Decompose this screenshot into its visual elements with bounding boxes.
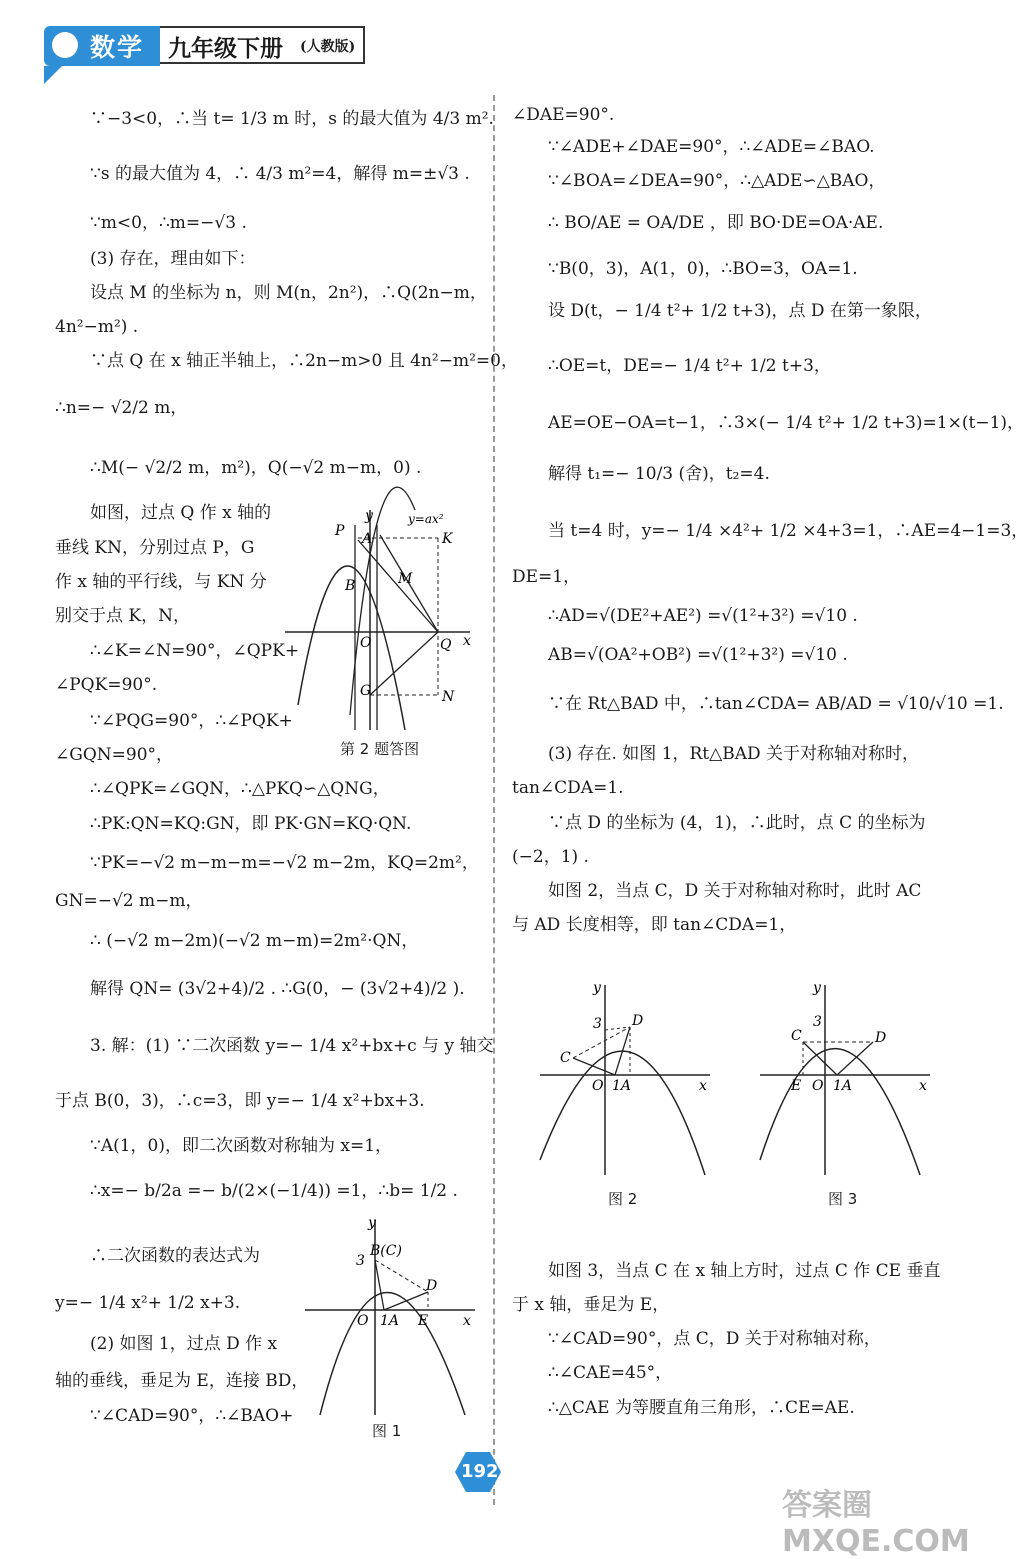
text-line: ∵∠ADE+∠DAE=90°，∴∠ADE=∠BAO. (548, 137, 875, 157)
text-line: (3) 存在. 如图 1，Rt△BAD 关于对称轴对称时， (548, 744, 920, 764)
text-line: 如图，过点 Q 作 x 轴的 (90, 503, 272, 523)
column-divider (493, 95, 495, 1505)
line-ad (837, 1042, 873, 1075)
text-line: AE=OE−OA=t−1，∴3×(− 1/4 t²+ 1/2 t+3)=1×(t−1)， (548, 413, 1025, 433)
label-e: E (791, 1078, 802, 1094)
text-line: ∴x=− b/2a =− b/(2×(−1/4)) =1，∴b= 1/2 . (90, 1181, 458, 1201)
text-line: ∵s 的最大值为 4，∴ 4/3 m²=4，解得 m=±√3 . (90, 164, 470, 184)
text-line: 4n²−m²) . (55, 317, 139, 337)
text-line: ∵A(1，0)，即二次函数对称轴为 x=1， (90, 1136, 393, 1156)
text-line: (−2，1) . (512, 847, 589, 867)
label-g: G (360, 683, 372, 699)
label-x: x (463, 633, 471, 649)
fig3 (755, 980, 935, 1180)
text-line: ∵点 Q 在 x 轴正半轴上，∴2n−m>0 且 4n²−m²=0， (90, 351, 518, 371)
label-c: C (791, 1028, 802, 1044)
label-y: y (813, 980, 821, 996)
text-line: 与 AD 长度相等，即 tan∠CDA=1， (512, 915, 797, 935)
text-line: tan∠CDA=1. (512, 778, 624, 798)
text-line: ∵在 Rt△BAD 中，∴tan∠CDA= AB/AD = √10/√10 =1. (548, 694, 1004, 714)
q2-caption: 第 2 题答图 (340, 740, 420, 758)
text-line: AB=√(OA²+OB²) =√(1²+3²) =√10 . (548, 645, 848, 665)
text-line: 于 x 轴，垂足为 E， (512, 1295, 670, 1315)
label-a: 1A (612, 1078, 632, 1094)
label-a: A (362, 531, 373, 547)
text-line: 解得 t₁=− 10/3 (舍)，t₂=4. (548, 464, 770, 484)
text-line: ∴AD=√(DE²+AE²) =√(1²+3²) =√10 . (548, 606, 858, 626)
label-3: 3 (356, 1253, 365, 1269)
label-o: O (812, 1078, 824, 1094)
label-o: O (360, 635, 372, 651)
dashed-bd (375, 1260, 428, 1292)
text-line: 设 D(t，− 1/4 t²+ 1/2 t+3)，点 D 在第一象限， (548, 301, 932, 321)
leaf-icon (52, 32, 78, 58)
parabola (540, 1051, 705, 1175)
watermark: 答案圈 MXQE.COM (782, 1488, 970, 1559)
text-line: DE=1， (512, 567, 581, 587)
label-o: O (357, 1313, 369, 1329)
text-line: ∵m<0，∴m=−√3 . (90, 213, 247, 233)
text-line: ∴OE=t，DE=− 1/4 t²+ 1/2 t+3， (548, 356, 831, 376)
text-line: 解得 QN= (3√2+4)/2 . ∴G(0，− (3√2+4)/2 ). (90, 979, 465, 999)
label-d: D (632, 1013, 644, 1029)
text-line: GN=−√2 m−m， (55, 891, 203, 911)
label-d: D (426, 1278, 438, 1294)
label-x: x (699, 1078, 707, 1094)
label-q: Q (440, 637, 452, 653)
text-line: 当 t=4 时，y=− 1/4 ×4²+ 1/2 ×4+3=1，∴AE=4−1=3， (548, 521, 1028, 541)
line-ba (375, 1260, 384, 1310)
line-ca (803, 1042, 837, 1075)
label-d: D (875, 1030, 887, 1046)
parabola (760, 1049, 920, 1175)
text-line: ∴n=− √2/2 m， (55, 398, 188, 418)
fig1 (300, 1215, 480, 1420)
text-line: ∴∠QPK=∠GQN，∴△PKQ∽△QNG， (90, 779, 390, 799)
page-number: 192 (461, 1461, 499, 1482)
label-curve: y=ax² (408, 512, 444, 526)
text-line: (3) 存在，理由如下： (90, 249, 256, 269)
grade-label: 九年级下册 (168, 36, 283, 62)
text-line: 如图 3，当点 C 在 x 轴上方时，过点 C 作 CE 垂直 (548, 1261, 941, 1281)
text-line: ∵−3<0，∴当 t= 1/3 m 时，s 的最大值为 4/3 m². (90, 109, 494, 129)
label-a: 1A (833, 1078, 853, 1094)
label-y: y (365, 508, 373, 524)
text-line: ∵∠CAD=90°，∴∠BAO+ (90, 1406, 294, 1426)
parabola-ax2 (350, 487, 415, 715)
label-o: O (592, 1078, 604, 1094)
label-n: N (442, 689, 455, 705)
text-line: 3. 解：(1) ∵二次函数 y=− 1/4 x²+bx+c 与 y 轴交 (90, 1036, 494, 1056)
subject-label: 数学 (90, 33, 145, 62)
text-line: (2) 如图 1，过点 D 作 x (90, 1334, 278, 1354)
q2-figure (280, 505, 480, 740)
line-ca (573, 1058, 615, 1075)
label-c: C (560, 1050, 571, 1066)
fig3-caption: 图 3 (828, 1190, 858, 1208)
label-b: B(C) (370, 1243, 402, 1259)
text-line: 轴的垂线，垂足为 E，连接 BD， (55, 1371, 309, 1391)
text-line: ∴ (−√2 m−2m)(−√2 m−m)=2m²·QN， (90, 931, 419, 951)
text-line: ∴∠K=∠N=90°，∠QPK+ (90, 641, 300, 661)
label-b: B (345, 578, 356, 594)
label-3: 3 (813, 1014, 822, 1030)
text-line: 垂线 KN，分别过点 P，G (55, 538, 255, 558)
label-3: 3 (593, 1016, 602, 1032)
text-line: 设点 M 的坐标为 n，则 M(n，2n²)，∴Q(2n−m， (90, 283, 487, 303)
text-line: ∴二次函数的表达式为 (90, 1246, 260, 1266)
text-line: ∴∠CAE=45°， (548, 1363, 673, 1383)
text-line: ∵PK=−√2 m−m−m=−√2 m−2m，KQ=2m²， (90, 853, 479, 873)
dashed-helper (605, 1027, 630, 1030)
text-line: 作 x 轴的平行线，与 KN 分 (55, 572, 267, 592)
text-line: ∴ BO/AE = OA/DE ，即 BO·DE=OA·AE. (548, 213, 884, 233)
text-line: ∵B(0，3)，A(1，0)，∴BO=3，OA=1. (548, 259, 858, 279)
text-line: ∠PQK=90°. (55, 675, 158, 695)
fig2-caption: 图 2 (608, 1190, 638, 1208)
label-x: x (463, 1313, 471, 1329)
text-line: 如图 2，当点 C，D 关于对称轴对称时，此时 AC (548, 881, 922, 901)
text-line: ∠DAE=90°. (512, 105, 615, 125)
line-ad (384, 1292, 428, 1310)
edition-label: (人教版) (300, 39, 356, 55)
header-corner (44, 66, 62, 84)
text-line: ∴△CAE 为等腰直角三角形，∴CE=AE. (548, 1398, 855, 1418)
text-line: 于点 B(0，3)，∴c=3，即 y=− 1/4 x²+bx+3. (55, 1091, 425, 1111)
line-gq (370, 632, 438, 695)
label-k: K (442, 531, 453, 547)
text-line: ∴PK:QN=KQ:GN，即 PK·GN=KQ·QN. (90, 814, 412, 834)
label-y: y (368, 1215, 376, 1231)
text-line: ∵∠BOA=∠DEA=90°，∴△ADE∽△BAO， (548, 171, 886, 191)
label-m: M (398, 571, 413, 587)
label-e: E (418, 1313, 429, 1329)
text-line: y=− 1/4 x²+ 1/2 x+3. (55, 1293, 241, 1313)
text-line: ∵点 D 的坐标为 (4，1)，∴此时，点 C 的坐标为 (548, 813, 926, 833)
text-line: 别交于点 K，N， (55, 606, 190, 626)
text-line: ∴M(− √2/2 m，m²)，Q(−√2 m−m，0) . (90, 458, 422, 478)
parabola (320, 1293, 465, 1416)
label-y: y (593, 980, 601, 996)
text-line: ∵∠PQG=90°，∴∠PQK+ (90, 711, 293, 731)
label-p: P (335, 523, 345, 539)
label-x: x (919, 1078, 927, 1094)
text-line: ∠GQN=90°， (55, 745, 174, 765)
label-a: 1A (380, 1313, 400, 1329)
fig1-caption: 图 1 (372, 1422, 402, 1440)
text-line: ∵∠CAD=90°，点 C，D 关于对称轴对称， (548, 1329, 881, 1349)
fig2 (535, 980, 715, 1180)
